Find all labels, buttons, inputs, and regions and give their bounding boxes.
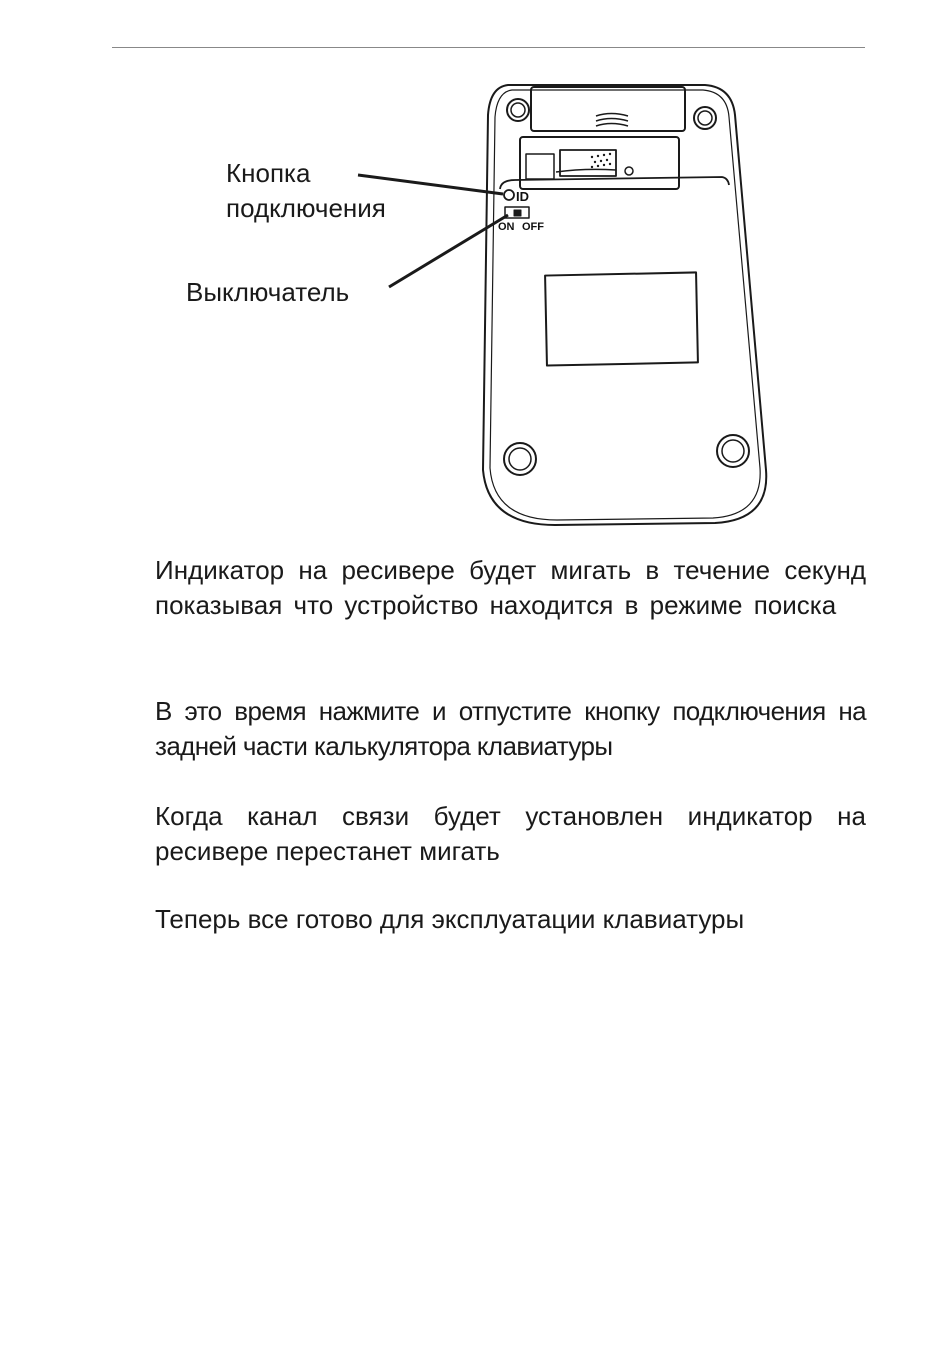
off-label: OFF: [522, 221, 544, 233]
id-label: ID: [516, 189, 529, 204]
power-switch-leader: [389, 215, 508, 287]
connect-button-icon: [504, 190, 514, 200]
receiver-slider: [560, 150, 616, 176]
on-label: ON: [498, 221, 515, 233]
keyboard-back-diagram: [0, 0, 950, 540]
paragraph-indicator-blinking: Индикатор на ресивере будет мигать в течение секунд показывая что устройство находится в режиме поиска: [155, 555, 866, 620]
connect-button-callout: [226, 156, 386, 226]
connect-button-callout-line2: подключения: [226, 193, 386, 223]
receiver-compartment: [520, 137, 679, 189]
battery-door-grip: [596, 114, 628, 127]
device-illustration: [0, 0, 950, 540]
paragraph-ready: Теперь все готово для эксплуатации клавиатуры: [155, 904, 745, 934]
paragraph-press-connect: В это время нажмите и отпустите кнопку подключения на задней части калькулятора клавиатуры: [155, 696, 866, 761]
battery-door: [531, 87, 685, 131]
label-window: [545, 272, 698, 365]
paragraph-link-established: Когда канал связи будет установлен индикатор на ресивере перестанет мигать: [155, 801, 866, 866]
device-outline: [483, 85, 766, 525]
connect-button-callout-line1: Кнопка: [226, 158, 311, 188]
slider-grip-dots: [591, 153, 611, 168]
power-switch-callout: Выключатель: [186, 277, 350, 307]
receiver-led: [625, 167, 633, 175]
